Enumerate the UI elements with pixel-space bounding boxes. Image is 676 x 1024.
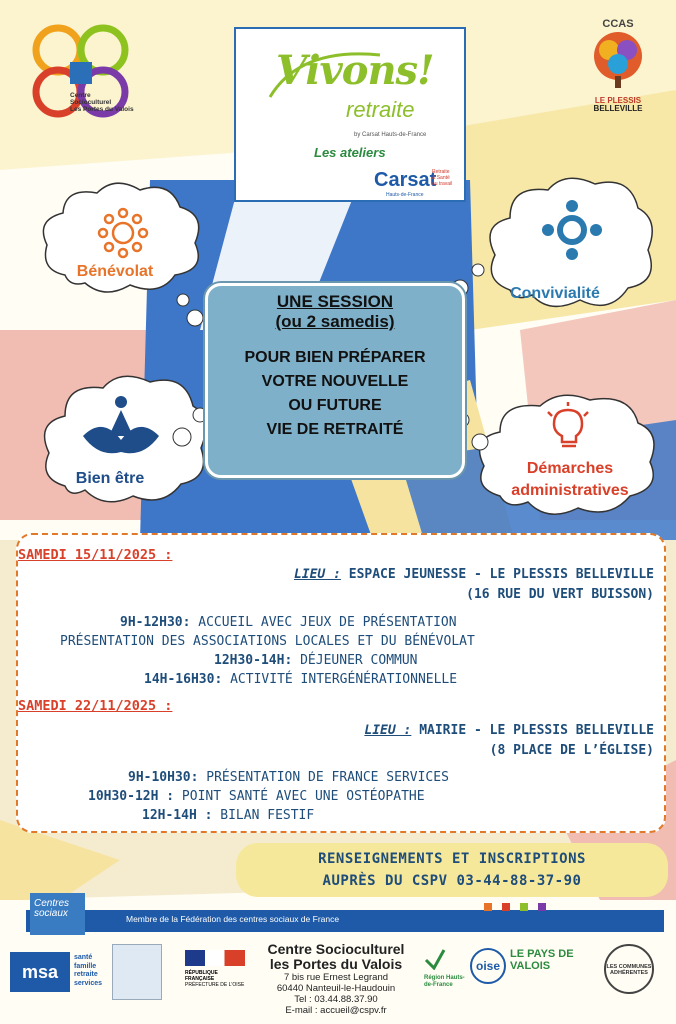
msa-tagline: santé famille retraite services (74, 954, 103, 987)
center-address-1: 7 bis rue Ernest Legrand (283, 972, 389, 983)
cloud-trail (160, 405, 210, 450)
bien-etre-label: Bien être (75, 470, 145, 487)
carsat-tagline: Retraite & Santé au travail (432, 169, 453, 187)
carsat-label: Carsat (374, 169, 437, 191)
federation-text: Membre de la Fédération des centres sociaux de France (126, 914, 340, 924)
cs-logo-text: Centre Socioculturel Les Portes du Valois (70, 92, 134, 113)
vivons-retraite-logo (234, 27, 466, 202)
session1-lieu: LIEU : ESPACE JEUNESSE - LE PLESSIS BELLEVILLE (293, 567, 654, 582)
schedule-panel (16, 533, 666, 833)
session2-address: (8 PLACE DE L’ÉGLISE) (489, 743, 654, 758)
tree-icon (587, 30, 649, 92)
session1-item: 14H-16H30: ACTIVITÉ INTERGÉNÉRATIONNELLE (144, 672, 458, 687)
region-logo: Région Hauts-de-France (424, 948, 468, 989)
ccas-logo (578, 18, 658, 113)
federation-bar (26, 910, 664, 932)
session1-item: 12H30-14H: DÉJEUNER COMMUN (214, 653, 418, 668)
session-title: UNE SESSION (276, 292, 394, 311)
vivons-subtitle: retraite (346, 97, 415, 122)
session1-address: (16 RUE DU VERT BUISSON) (466, 587, 654, 602)
session2-lieu: LIEU : MAIRIE - LE PLESSIS BELLEVILLE (364, 723, 654, 738)
center-contact (246, 942, 426, 1016)
communes-logo: LES COMMUNES ADHÉRENTES (604, 944, 654, 994)
ccas-title: CCAS (602, 18, 634, 30)
caf-logo (112, 944, 162, 1000)
region-hauts-de-france-icon (424, 948, 446, 970)
center-name-2: les Portes du Valois (269, 956, 403, 972)
centres-sociaux-logo: Centres sociaux (30, 893, 85, 935)
carsat-region: Hauts-de-France (386, 192, 424, 198)
center-address-2: 60440 Nanteuil-le-Haudouin (276, 983, 396, 994)
center-email: E-mail : accueil@cspv.fr (285, 1005, 387, 1016)
prefecture-logo: RÉPUBLIQUE FRANÇAISE PRÉFECTURE DE L'OISE (185, 950, 245, 988)
ccas-name-1: LE PLESSIS (594, 96, 642, 105)
registration-line2: AUPRÈS DU CSPV 03-44-88-37-90 (322, 873, 582, 889)
session1-item: 9H-12H30: ACCUEIL AVEC JEUX DE PRÉSENTATION (120, 615, 457, 630)
oise-logo: oise (470, 948, 506, 984)
session2-item: 10H30-12H : POINT SANTÉ AVEC UNE OSTÉOPATHE (88, 789, 425, 804)
color-squares (484, 898, 564, 908)
pays-valois-logo: LE PAYS DE VALOIS (510, 948, 574, 972)
session1-date: SAMEDI 15/11/2025 : (18, 547, 173, 563)
session1-item: PRÉSENTATION DES ASSOCIATIONS LOCALES ET DU BÉNÉVOLAT (60, 634, 475, 649)
convivialite-label: Convivialité (510, 285, 600, 302)
center-name-1: Centre Socioculturel (267, 941, 405, 957)
ccas-name-2: BELLEVILLE (593, 104, 643, 113)
center-tel: Tel : 03.44.88.37.90 (294, 994, 378, 1005)
demarches-label: Démarches administratives (511, 460, 629, 499)
session-subtitle: (ou 2 samedis) (275, 312, 395, 331)
session2-date: SAMEDI 22/11/2025 : (18, 698, 173, 714)
session2-item: 12H-14H : BILAN FESTIF (142, 808, 315, 823)
session-box (205, 283, 465, 478)
benevolat-label: Bénévolat (76, 263, 154, 280)
vivons-by: by Carsat Hauts-de-France (354, 132, 427, 138)
ateliers-label: Les ateliers (314, 145, 386, 160)
vivons-title: Vivons! (276, 47, 434, 94)
benevolat-cloud (35, 175, 210, 310)
registration-banner (236, 843, 668, 897)
msa-logo: msa (10, 952, 70, 992)
registration-line1: RENSEIGNEMENTS ET INSCRIPTIONS (318, 851, 586, 867)
session2-item: 9H-10H30: PRÉSENTATION DE FRANCE SERVICES (128, 770, 449, 785)
cloud-trail (175, 292, 205, 332)
session-description: POUR BIEN PRÉPARER VOTRE NOUVELLE OU FUTURE VIE DE RETRAITÉ (244, 349, 426, 438)
